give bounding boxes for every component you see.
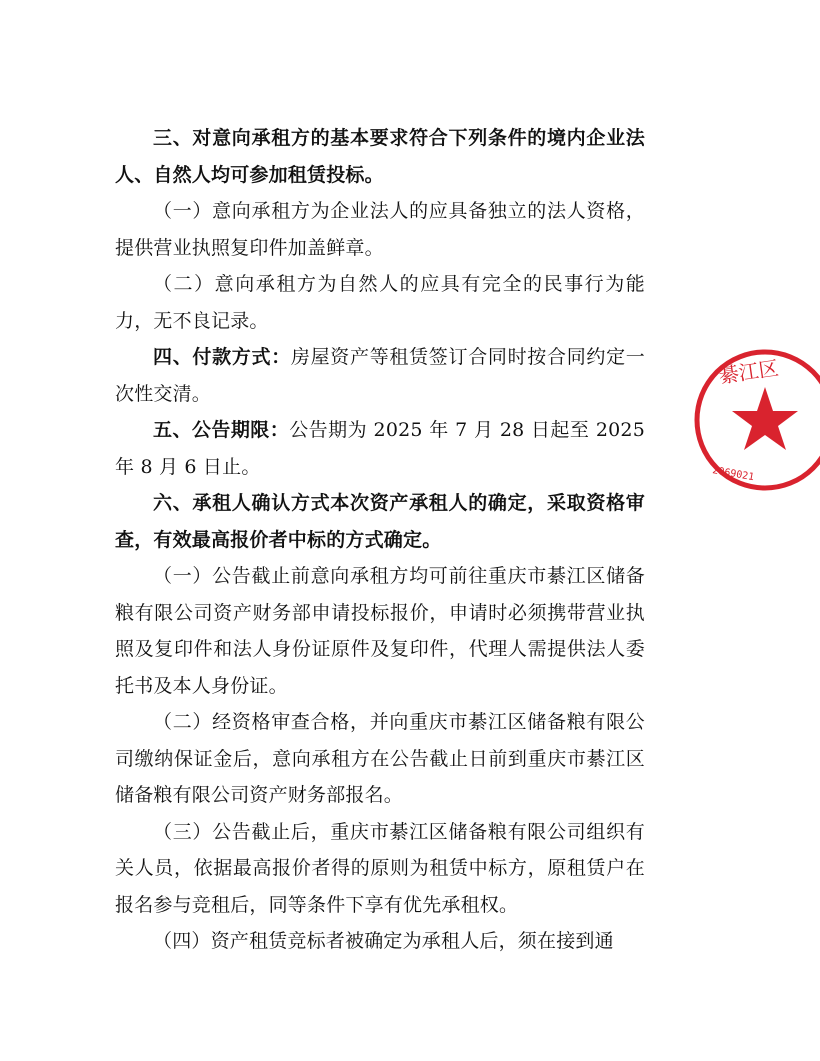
section-four-payment — [115, 339, 645, 412]
seal-star-icon — [732, 387, 798, 450]
section-six-heading: 六、承租人确认方式本次资产承租人的确定，采取资格审查，有效最高报价者中标的方式确定。 — [115, 492, 645, 551]
section-six-item-3: （三）公告截止后，重庆市綦江区储备粮有限公司组织有关人员，依据最高报价者得的原则为租赁中标方，原租赁户在报名参与竞租后，同等条件下享有优先承租权。 — [115, 820, 645, 916]
section-six-item-1: （一）公告截止前意向承租方均可前往重庆市綦江区储备粮有限公司资产财务部申请投标报价，申请时必须携带营业执照及复印件和法人身份证原件及复印件，代理人需提供法人委托书及本人身份证。 — [115, 565, 645, 697]
section-five-text: 公告期为 2025 年 7 月 28 日起至 2025 年 8 月 6 日止。 — [115, 419, 645, 478]
official-seal — [690, 345, 820, 495]
section-five-lead: 五、公告期限： — [153, 419, 290, 441]
section-four-lead: 四、付款方式： — [153, 346, 291, 368]
section-six-item-4: （四）资产租赁竞标者被确定为承租人后，须在接到通 — [153, 930, 614, 952]
seal-text-bottom: 2069021 — [711, 465, 755, 484]
section-six-item-2: （二）经资格审查合格，并向重庆市綦江区储备粮有限公司缴纳保证金后，意向承租方在公告截止日前到重庆市綦江区储备粮有限公司资产财务部报名。 — [115, 711, 645, 806]
section-three-item-2: （二）意向承租方为自然人的应具有完全的民事行为能力，无不良记录。 — [115, 273, 645, 332]
section-five-period — [115, 412, 645, 485]
document-body — [115, 120, 645, 960]
section-four-text: 房屋资产等租赁签订合同时按合同约定一次性交清。 — [115, 346, 645, 405]
section-three-item-1: （一）意向承租方为企业法人的应具备独立的法人资格，提供营业执照复印件加盖鲜章。 — [115, 200, 645, 259]
section-three-heading: 三、对意向承租方的基本要求符合下列条件的境内企业法人、自然人均可参加租赁投标。 — [115, 127, 645, 186]
seal-text-top: 綦江区 — [717, 355, 781, 388]
